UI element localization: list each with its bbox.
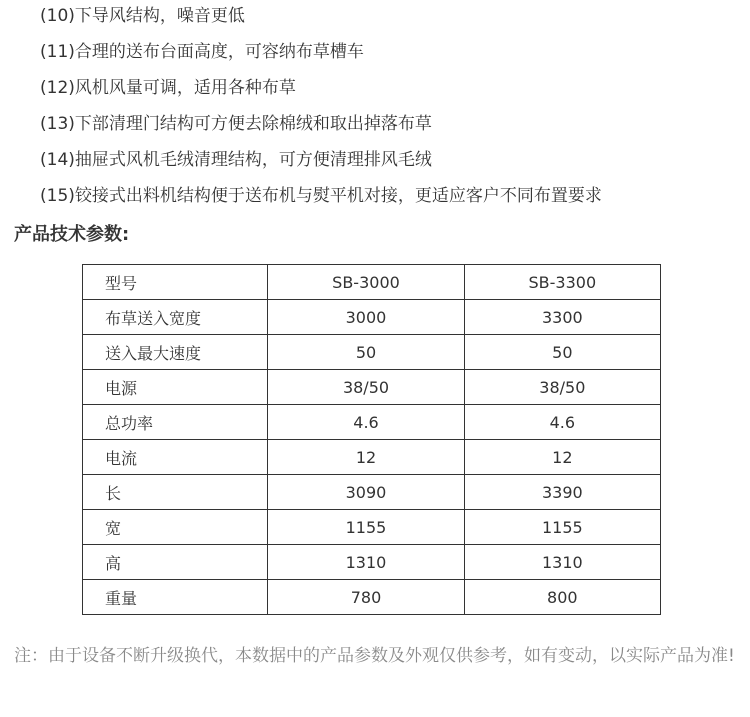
table-row [83,580,661,615]
row-label: 长 [83,475,268,510]
cell-value: 50 [464,335,660,370]
table-row [83,440,661,475]
row-label: 高 [83,545,268,580]
header-cell-sb3300: SB-3300 [464,265,660,300]
table-row [83,300,661,335]
feature-item: (11)合理的送布台面高度，可容纳布草槽车 [40,42,364,62]
cell-value: 3000 [268,300,464,335]
feature-item: (13)下部清理门结构可方便去除棉绒和取出掉落布草 [40,114,432,134]
table-row [83,475,661,510]
cell-value: 38/50 [464,370,660,405]
table-header-row [83,265,661,300]
cell-value: 3390 [464,475,660,510]
cell-value: 50 [268,335,464,370]
feature-item: (12)风机风量可调，适用各种布草 [40,78,296,98]
header-cell-model: 型号 [83,265,268,300]
row-label: 总功率 [83,405,268,440]
header-cell-sb3000: SB-3000 [268,265,464,300]
cell-value: 780 [268,580,464,615]
table-row [83,405,661,440]
row-label: 宽 [83,510,268,545]
cell-value: 4.6 [268,405,464,440]
cell-value: 4.6 [464,405,660,440]
row-label: 电流 [83,440,268,475]
disclaimer-note: 注：由于设备不断升级换代，本数据中的产品参数及外观仅供参考，如有变动，以实际产品为准! [14,646,735,666]
table-row [83,545,661,580]
feature-item: (14)抽屉式风机毛绒清理结构，可方便清理排风毛绒 [40,150,432,170]
cell-value: 1155 [464,510,660,545]
section-title: 产品技术参数: [14,224,130,245]
cell-value: 3090 [268,475,464,510]
cell-value: 12 [464,440,660,475]
row-label: 电源 [83,370,268,405]
table-row [83,510,661,545]
table-row [83,335,661,370]
cell-value: 1310 [268,545,464,580]
row-label: 送入最大速度 [83,335,268,370]
feature-list [40,0,602,216]
feature-item: (15)铰接式出料机结构便于送布机与熨平机对接，更适应客户不同布置要求 [40,186,602,206]
cell-value: 3300 [464,300,660,335]
cell-value: 12 [268,440,464,475]
cell-value: 800 [464,580,660,615]
spec-table [82,264,661,615]
table-row [83,370,661,405]
cell-value: 1155 [268,510,464,545]
feature-item: (10)下导风结构，噪音更低 [40,6,245,26]
row-label: 布草送入宽度 [83,300,268,335]
cell-value: 38/50 [268,370,464,405]
cell-value: 1310 [464,545,660,580]
row-label: 重量 [83,580,268,615]
